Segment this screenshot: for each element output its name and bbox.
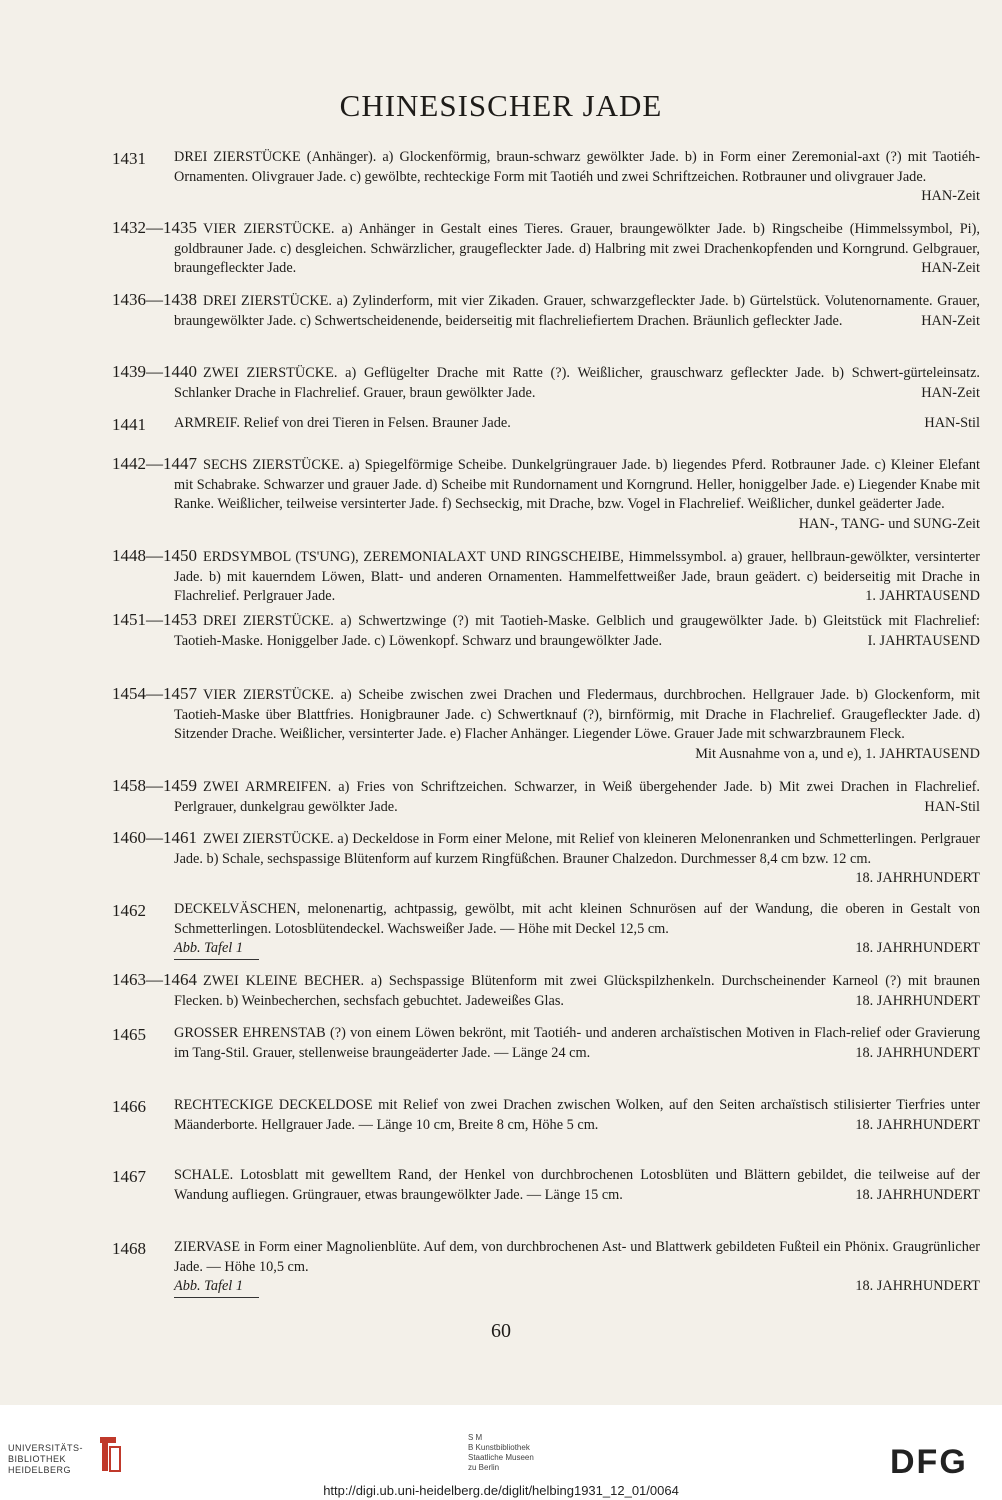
catalog-entry: [112, 454, 980, 534]
entry-description: [112, 454, 980, 534]
catalog-entry: [112, 1096, 980, 1135]
entry-text: ARMREIF. Relief von drei Tieren in Felsen. Brauner Jade.: [174, 415, 511, 431]
entry-text: ERDSYMBOL (TS'UNG), ZEREMONIALAXT UND RINGSCHEIBE, Himmelssymbol. a) grauer, hellbraun-gewölkter, versinterter Jade. b) mit kauerndem Löwen, Blatt- und anderen Ornamenten. Hammelfettweißer Jade, braun geädert. c) beiderseitig mit Drache in Flachrelief. Perlgrauer Jade.: [174, 549, 980, 604]
catalog-entry: [112, 610, 980, 651]
entry-text: VIER ZIERSTÜCKE. a) Anhänger in Gestalt eines Tieres. Grauer, braungewölkter Jade. b) Ringscheibe (Himmelssymbol, Pi), goldbrauner Jade. c) desgleichen. Schwärzlicher, graugefleckter Jade. d) Halbring mit zwei Drachenkopfenden und Korngrund. Gelbgrauer, braungefleckter Jade.: [174, 221, 980, 276]
dfg-logo[interactable]: DFG: [890, 1443, 968, 1481]
entry-era: I. JAHRTAUSEND: [867, 632, 980, 649]
entry-text: DREI ZIERSTÜCKE. a) Schwertzwinge (?) mit Taotieh-Maske. Gelblich und graugewölkter Jade. b) Gleitstück mit Flachrelief: Taotieh-Maske. Honiggelber Jade. c) Löwenkopf. Schwarz und braungewölkter Jade.: [174, 613, 980, 649]
entry-text: ZWEI ZIERSTÜCKE. a) Deckeldose in Form einer Melone, mit Relief von kleineren Melonenranken und Schmetterlingen. Perlgrauer Jade. b) Schale, sechspassige Blütenform auf kurzem Ringfüßchen. Brauner Chalzedon. Durchmesser 8,4 cm bzw. 12 cm.: [174, 831, 980, 867]
entry-number: 1431: [112, 149, 146, 168]
catalog-entry: [112, 970, 980, 1011]
catalog-entry: [112, 362, 980, 403]
entry-number: 1466: [112, 1097, 146, 1116]
entry-era: HAN-Zeit: [921, 260, 980, 276]
entry-era: 18. JAHRHUNDERT: [855, 1278, 980, 1294]
catalog-entry: [112, 828, 980, 889]
entry-text: RECHTECKIGE DECKELDOSE mit Relief von zwei Drachen zwischen Wolken, auf den Seiten archaïstisch stilisierter Tierfries unter Mäanderborte. Hellgrauer Jade. — Länge 10 cm, Breite 8 cm, Höhe 5 cm.: [174, 1097, 980, 1133]
catalog-entry: [112, 1238, 980, 1298]
entry-text: ZWEI ZIERSTÜCKE. a) Geflügelter Drache mit Ratte (?). Weißlicher, grauschwarz gefleckter Jade. b) Schwert-gürteleinsatz. Schlanker Drache in Flachrelief. Grauer, braun gewölkter Jade.: [174, 365, 980, 401]
entry-text: ZWEI ARMREIFEN. a) Fries von Schriftzeichen. Schwarzer, in Weiß übergehender Jade. b) Mit zwei Drachen in Flachrelief. Perlgrauer, dunkelgrau gewölkter Jade.: [174, 779, 980, 815]
sm-line: B Kunstbibliothek: [468, 1443, 530, 1452]
plate-reference-link[interactable]: Abb. Tafel 1: [174, 1277, 259, 1298]
entry-description: [112, 684, 980, 764]
entry-number: 1448—1450: [112, 546, 197, 565]
entry-number: 1462: [112, 901, 146, 920]
entry-description: [174, 1096, 980, 1135]
entry-description: [112, 546, 980, 607]
entry-number: 1467: [112, 1167, 146, 1186]
entry-era: HAN-, TANG- und SUNG-Zeit: [798, 515, 980, 532]
entry-text: ZIERVASE in Form einer Magnolienblüte. Auf dem, von durchbrochenen Ast- und Blattwerk gebildeten Fußteil ein Phönix. Graugrünlicher Jade. — Höhe 10,5 cm.: [174, 1239, 980, 1275]
entry-description: [174, 414, 980, 434]
entry-description: [112, 362, 980, 403]
entry-description: [112, 776, 980, 817]
entry-number: 1468: [112, 1239, 146, 1258]
entry-description: [112, 970, 980, 1011]
entry-text: DREI ZIERSTÜCKE (Anhänger). a) Glockenförmig, braun-schwarz gewölkter Jade. b) in Form einer Zeremonial-axt (?) mit Taotiéh-Ornamenten. Olivgrauer Jade. c) gewölbte, rechteckige Form mit Taotiéh und zwei Schriftzeichen. Rotbrauner und olivgrauer Jade.: [174, 149, 980, 185]
entry-era: 18. JAHRHUNDERT: [855, 1186, 980, 1203]
plate-reference-link[interactable]: Abb. Tafel 1: [174, 939, 259, 960]
sm-line: zu Berlin: [468, 1463, 500, 1472]
entry-number: 1460—1461: [112, 828, 197, 847]
entry-era: 18. JAHRHUNDERT: [855, 870, 980, 886]
entry-number: 1465: [112, 1025, 146, 1044]
entry-era: Mit Ausnahme von a, und e), 1. JAHRTAUSEND: [695, 745, 980, 762]
entry-number: 1454—1457: [112, 684, 197, 703]
entry-number: 1441: [112, 415, 146, 434]
page-number: 60: [491, 1320, 511, 1342]
staatliche-museen-logo[interactable]: [468, 1433, 534, 1473]
entry-number: 1439—1440: [112, 362, 197, 381]
catalog-entry: [112, 1166, 980, 1205]
entry-description: [174, 1166, 980, 1205]
entry-number: 1463—1464: [112, 970, 197, 989]
entry-description: [112, 218, 980, 279]
catalog-entry: [112, 546, 980, 607]
entry-era: 1. JAHRTAUSEND: [865, 588, 980, 604]
entry-description: [174, 1238, 980, 1298]
catalog-entry: [112, 218, 980, 279]
university-library-logo[interactable]: [8, 1443, 83, 1476]
catalog-entry: [112, 1024, 980, 1063]
ub-line: HEIDELBERG: [8, 1465, 72, 1475]
entry-text: ZWEI KLEINE BECHER. a) Sechspassige Blütenform mit zwei Glückspilzhenkeln. Durchscheinender Karneol (?) mit braunen Flecken. b) Weinbecherchen, sechsfach gebuchtet. Jadeweißes Glas.: [174, 973, 980, 1009]
entry-text: DREI ZIERSTÜCKE. a) Zylinderform, mit vier Zikaden. Grauer, schwarzgefleckter Jade. b) Gürtelstück. Volutenornamente. Grauer, braungewölkter Jade. c) Schwertscheidenende, beiderseitig mit flachreliefiertem Drachen. Bräunlich gefleckter Jade.: [174, 293, 980, 329]
catalog-entry: [112, 414, 980, 434]
entry-era: HAN-Zeit: [921, 188, 980, 204]
catalog-entry: [112, 290, 980, 331]
entry-description: [174, 1024, 980, 1063]
entry-description: [112, 610, 980, 651]
ub-line: UNIVERSITÄTS-: [8, 1443, 84, 1453]
sm-line: Staatliche Museen: [468, 1453, 534, 1462]
entry-era: 18. JAHRHUNDERT: [855, 1116, 980, 1133]
entry-text: SECHS ZIERSTÜCKE. a) Spiegelförmige Scheibe. Dunkelgrüngrauer Jade. b) liegendes Pferd. Rotbrauner Jade. c) Kleiner Elefant mit Schabrake. Schwarzer und grauer Jade. d) Scheibe mit Rundornament und Korngrund. Heller, honiggelber Jade. e) Liegender Knabe mit Ranke. Weißlicher, teilweise versinterter Jade. f) Sechseckig, mit Drache, bzw. Vogel in Flachrelief. Weißlicher, dunkel geäderter Jade.: [174, 457, 980, 512]
entry-description: [174, 148, 980, 207]
entry-description: [112, 828, 980, 889]
entry-text: VIER ZIERSTÜCKE. a) Scheibe zwischen zwei Drachen und Fledermaus, durchbrochen. Hellgrauer Jade. b) Glockenform, mit Taotieh-Maske über Blattfries. Honigbrauner Jade. c) Schwertknauf (?), birnförmig, mit Drache in Flachrelief. Graugefleckter Jade. d) Sitzender Drache. Weißlicher, versinterter Jade. e) Flacher Anhänger. Liegender Löwe. Grauer Jade mit schwarzbraunem Fleck.: [174, 687, 980, 742]
entry-era: 18. JAHRHUNDERT: [855, 940, 980, 956]
entry-text: GROSSER EHRENSTAB (?) von einem Löwen bekrönt, mit Taotiéh- und anderen archaïstischen Motiven in Flach-relief oder Gravierung im Tang-Stil. Grauer, stellenweise braungeäderter Jade. — Länge 24 cm.: [174, 1025, 980, 1061]
entry-description: [174, 900, 980, 960]
entry-era: HAN-Zeit: [921, 312, 980, 329]
ub-line: BIBLIOTHEK: [8, 1454, 67, 1464]
source-url-link[interactable]: http://digi.ub.uni-heidelberg.de/diglit/helbing1931_12_01/0064: [323, 1483, 679, 1498]
entry-number: 1442—1447: [112, 454, 197, 473]
entry-era: HAN-Stil: [924, 415, 980, 431]
entry-text: DECKELVÄSCHEN, melonenartig, achtpassig, gewölbt, mit acht kleinen Schnurösen auf der Wandung, die oberen in Gestalt von Schmetterlingen. Lotosblütendeckel. Wachsweißer Jade. — Höhe mit Deckel 12,5 cm.: [174, 901, 980, 937]
catalog-entry: [112, 148, 980, 207]
entry-text: SCHALE. Lotosblatt mit gewelltem Rand, der Henkel von durchbrochenen Lotosblüten und Blättern gebildet, die teilweise auf der Wandung aufliegen. Grüngrauer, etwas braungewölkter Jade. — Länge 15 cm.: [174, 1167, 980, 1203]
entry-number: 1432—1435: [112, 218, 197, 237]
footer: [0, 1405, 1002, 1500]
entry-number: 1451—1453: [112, 610, 197, 629]
ub-emblem-icon: [94, 1435, 122, 1473]
entry-era: HAN-Zeit: [921, 384, 980, 401]
entry-era: HAN-Stil: [924, 798, 980, 815]
entry-era: 18. JAHRHUNDERT: [855, 992, 980, 1009]
page-title: CHINESISCHER JADE: [339, 88, 663, 123]
catalog-entry: [112, 684, 980, 764]
catalog-entry: [112, 776, 980, 817]
sm-line: S M: [468, 1433, 483, 1442]
catalog-entry: [112, 900, 980, 960]
entry-era: 18. JAHRHUNDERT: [855, 1044, 980, 1061]
entry-number: 1458—1459: [112, 776, 197, 795]
entry-description: [112, 290, 980, 331]
entry-number: 1436—1438: [112, 290, 197, 309]
